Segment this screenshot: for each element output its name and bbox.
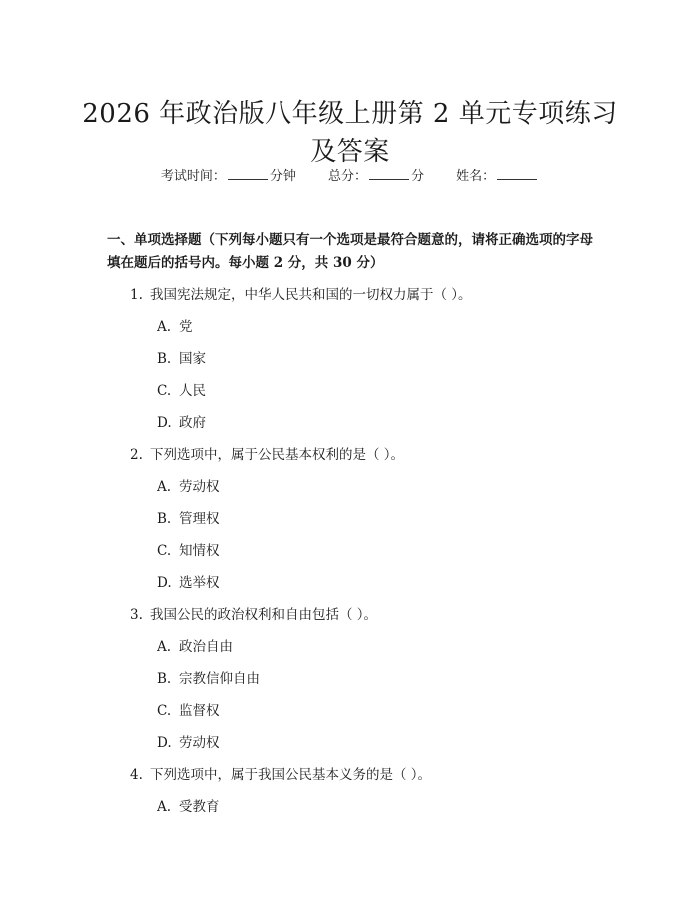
answer-option (0, 343, 700, 375)
option-letter: A. (157, 799, 172, 815)
option-letter: C. (157, 383, 172, 399)
option-text: 知情权 (179, 543, 220, 559)
section-heading: 一、单项选择题（下列每小题只有一个选项是最符合题意的，请将正确选项的字母填在题后的括号内。每小题 2 分，共 30 分） (107, 232, 593, 271)
option-letter: D. (157, 415, 172, 431)
exam-time-field (161, 167, 296, 187)
option-letter: B. (157, 671, 172, 687)
question-number: 3. (130, 607, 143, 623)
option-letter: B. (157, 351, 172, 367)
option-text: 党 (179, 319, 193, 335)
option-letter: D. (157, 735, 172, 751)
answer-option (0, 567, 700, 599)
document-title: 2026 年政治版八年级上册第 2 单元专项练习及答案 (82, 99, 618, 168)
option-letter: A. (157, 479, 172, 495)
exam-info-line (0, 167, 700, 187)
question-item (0, 599, 700, 631)
question-number: 2. (130, 447, 143, 463)
option-text: 政治自由 (179, 639, 233, 655)
answer-option (0, 631, 700, 663)
option-text: 管理权 (179, 511, 220, 527)
option-letter: D. (157, 575, 172, 591)
option-text: 劳动权 (179, 735, 220, 751)
option-letter: C. (157, 543, 172, 559)
answer-option (0, 471, 700, 503)
exam-time-blank (228, 167, 268, 180)
question-text: 我国宪法规定，中华人民共和国的一切权力属于（ ）。 (150, 287, 472, 303)
option-letter: B. (157, 511, 172, 527)
total-score-blank (369, 167, 409, 180)
option-text: 劳动权 (179, 479, 220, 495)
option-text: 监督权 (179, 703, 220, 719)
question-text: 下列选项中，属于公民基本权利的是（ ）。 (150, 447, 405, 463)
question-text: 我国公民的政治权利和自由包括（ ）。 (150, 607, 378, 623)
name-blank (497, 167, 537, 180)
answer-option (0, 727, 700, 759)
answer-option (0, 503, 700, 535)
question-item (0, 279, 700, 311)
answer-option (0, 407, 700, 439)
answer-option (0, 663, 700, 695)
answer-option (0, 311, 700, 343)
question-number: 4. (130, 767, 143, 783)
exam-time-label: 考试时间： (160, 169, 226, 184)
name-label: 姓名： (456, 169, 496, 184)
option-text: 国家 (179, 351, 206, 367)
answer-option (0, 695, 700, 727)
question-list (0, 279, 700, 823)
answer-option (0, 535, 700, 567)
option-text: 人民 (179, 383, 206, 399)
answer-option (0, 375, 700, 407)
option-letter: A. (157, 319, 172, 335)
question-item (0, 759, 700, 791)
question-number: 1. (130, 287, 143, 303)
option-text: 选举权 (179, 575, 220, 591)
option-text: 受教育 (179, 799, 220, 815)
option-text: 政府 (179, 415, 206, 431)
question-text: 下列选项中，属于我国公民基本义务的是（ ）。 (150, 767, 432, 783)
option-text: 宗教信仰自由 (179, 671, 260, 687)
exam-time-unit: 分钟 (269, 169, 296, 184)
total-score-unit: 分 (411, 169, 425, 184)
answer-option (0, 791, 700, 823)
total-score-label: 总分： (327, 169, 367, 184)
question-item (0, 439, 700, 471)
option-letter: C. (157, 703, 172, 719)
total-score-field (328, 167, 424, 187)
option-letter: A. (157, 639, 172, 655)
name-field (456, 167, 539, 187)
